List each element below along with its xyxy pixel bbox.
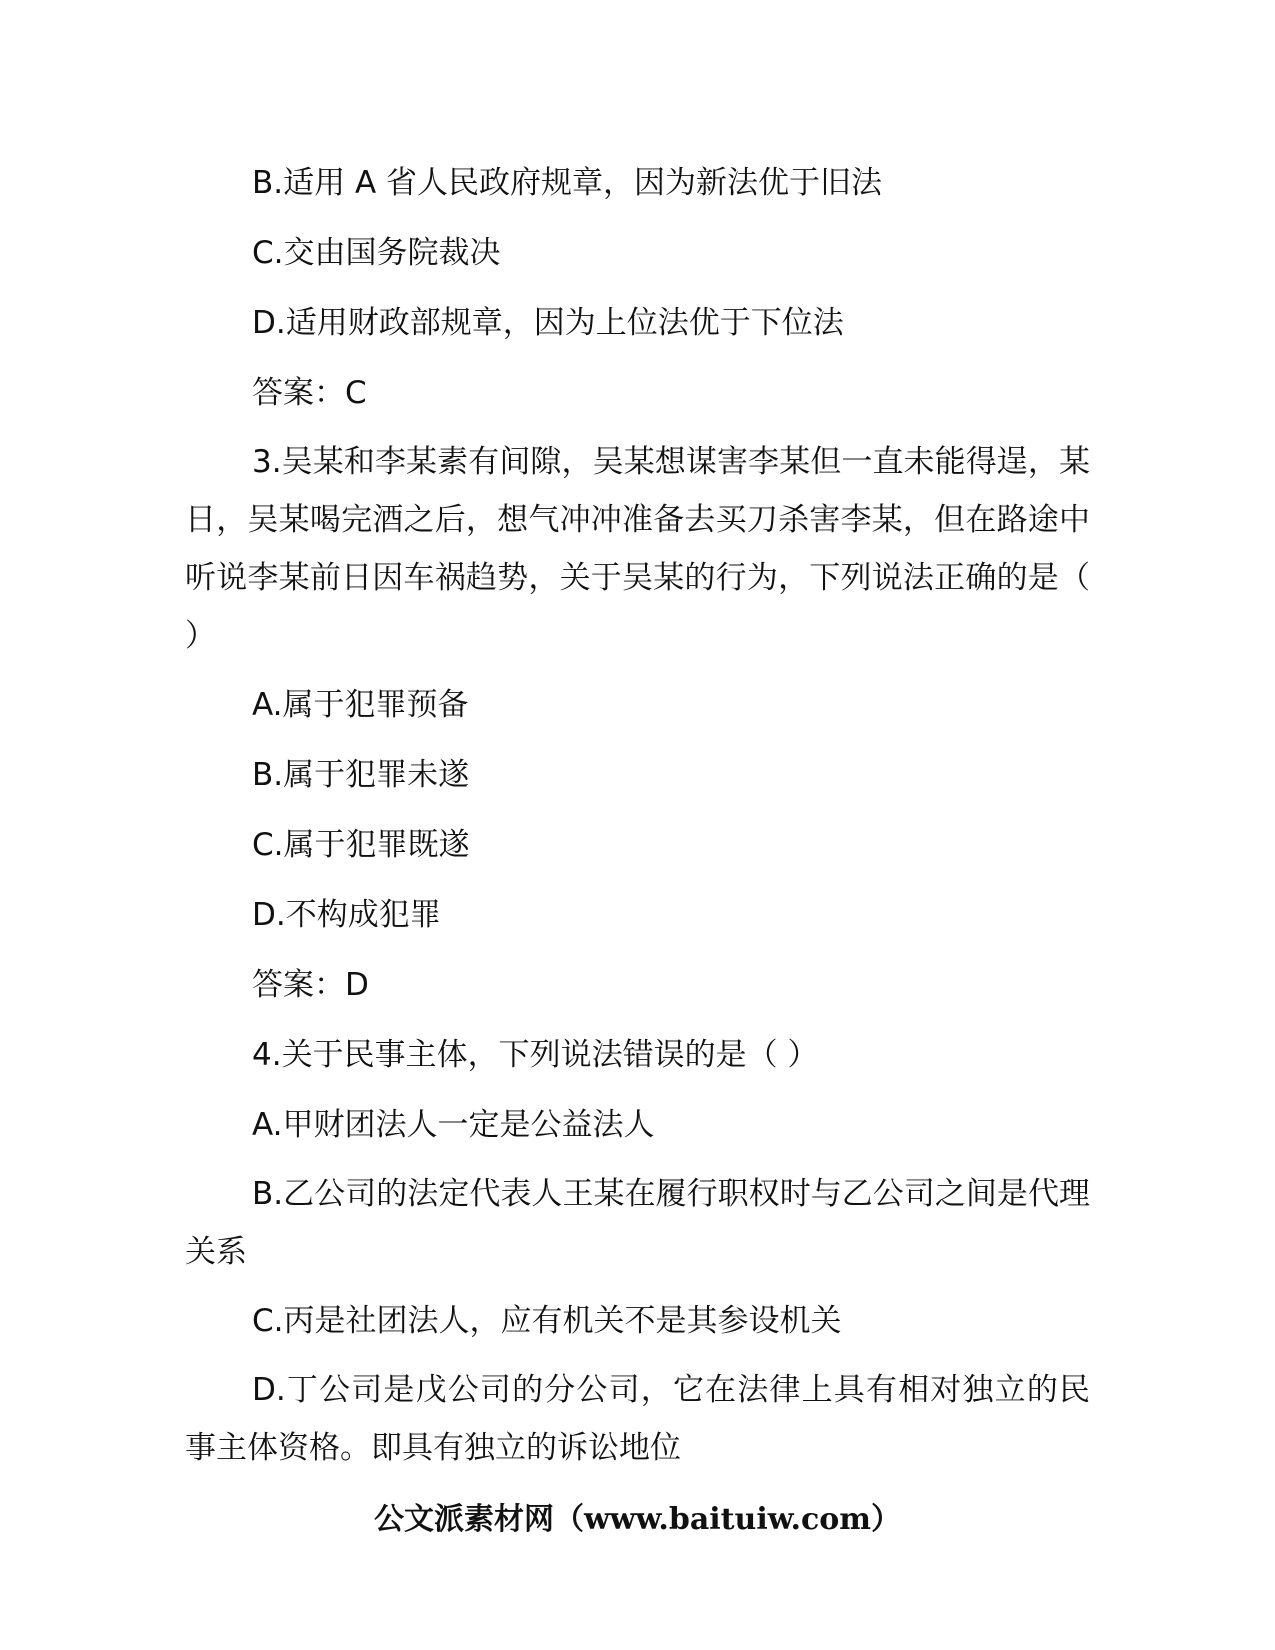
q2-answer: 答案：C bbox=[252, 375, 367, 411]
q4-option-d: D.丁公司是戊公司的分公司，它在法律上具有相对独立的民事主体资格。即具有独立的诉讼地位 bbox=[185, 1372, 1090, 1466]
q2-option-c: C.交由国务院裁决 bbox=[252, 235, 501, 271]
q2-option-d: D.适用财政部规章，因为上位法优于下位法 bbox=[252, 305, 844, 341]
q3-option-a: A.属于犯罪预备 bbox=[252, 687, 469, 723]
document-body bbox=[185, 153, 1090, 1487]
q2-option-b: B.适用 A 省人民政府规章，因为新法优于旧法 bbox=[252, 165, 883, 201]
q3-option-b: B.属于犯罪未遂 bbox=[252, 757, 470, 793]
q4-option-b: B.乙公司的法定代表人王某在履行职权时与乙公司之间是代理关系 bbox=[185, 1176, 1090, 1270]
footer-watermark-text: 公文派素材网（www.baituiw.com） bbox=[373, 1502, 902, 1537]
q4-option-c: C.丙是社团法人，应有机关不是其参设机关 bbox=[252, 1303, 842, 1339]
q3-answer: 答案：D bbox=[252, 967, 369, 1003]
q3-option-d: D.不构成犯罪 bbox=[252, 897, 441, 933]
q4-option-a: A.甲财团法人一定是公益法人 bbox=[252, 1107, 655, 1143]
q3-option-c: C.属于犯罪既遂 bbox=[252, 827, 470, 863]
q4-question: 4.关于民事主体，下列说法错误的是（ ） bbox=[252, 1037, 819, 1073]
q3-question: 3.吴某和李某素有间隙，吴某想谋害李某但一直未能得逞，某日，吴某喝完酒之后，想气冲冲准备去买刀杀害李某，但在路途中听说李某前日因车祸趋势，关于吴某的行为，下列说法正确的是（ ） bbox=[185, 444, 1090, 654]
